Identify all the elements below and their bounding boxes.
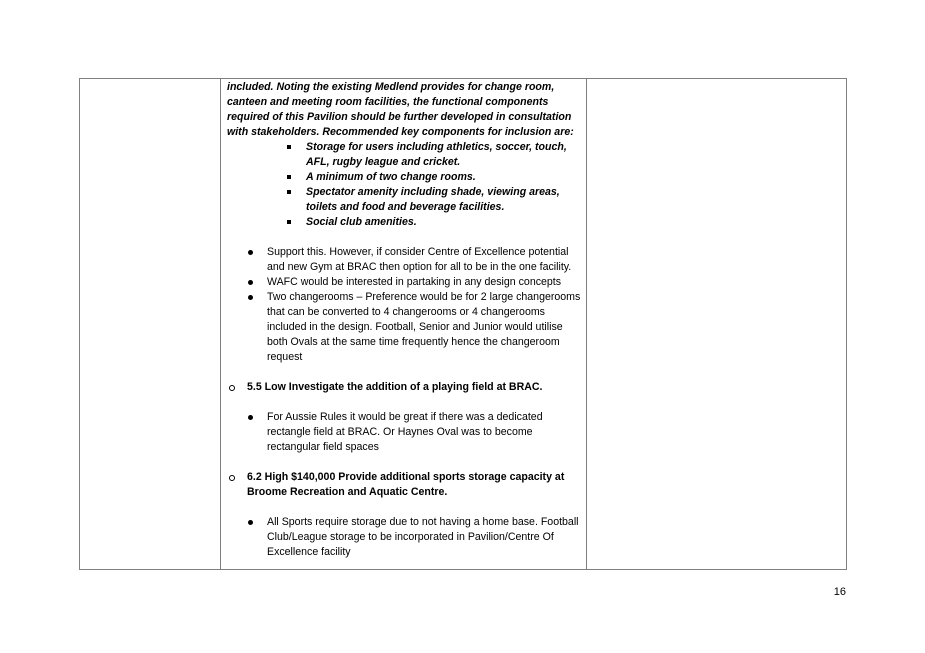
bullet-icon: [248, 250, 253, 255]
square-bullet-icon: [287, 220, 291, 224]
list-item: For Aussie Rules it would be great if there was a dedicated rectangle field at BRAC. Or Haynes Oval was to become rectangular field spaces: [227, 410, 586, 455]
document-table: [79, 78, 847, 570]
comments-list-playing-field: [227, 410, 586, 455]
hollow-bullet-icon: [229, 385, 235, 391]
comments-list-storage: [227, 515, 586, 560]
table-column-content: [221, 79, 587, 569]
recommendation-5-5: 5.5 Low Investigate the addition of a playing field at BRAC.: [227, 380, 586, 395]
table-column-right: [587, 79, 846, 569]
bullet-icon: [248, 520, 253, 525]
list-item: Two changerooms – Preference would be for 2 large changerooms that can be converted to 4 changerooms or 4 changerooms included in the design. Football, Senior and Junior would utilise both Ovals at the same time frequently hence the changeroom request: [227, 290, 586, 365]
bullet-icon: [248, 280, 253, 285]
comments-list-pavilion: [227, 245, 586, 365]
list-item: All Sports require storage due to not having a home base. Football Club/League storage to be incorporated in Pavilion/Centre Of Excellence facility: [227, 515, 586, 560]
bullet-icon: [248, 295, 253, 300]
bullet-icon: [248, 415, 253, 420]
square-bullet-icon: [287, 190, 291, 194]
list-item: A minimum of two change rooms.: [227, 170, 586, 185]
list-item: Social club amenities.: [227, 215, 586, 230]
recommendation-intro: included. Noting the existing Medlend provides for change room, canteen and meeting room facilities, the functional components required of this Pavilion should be further developed in consultation with stakeholders. Recommended key components for inclusion are:: [227, 81, 574, 138]
list-item: Spectator amenity including shade, viewing areas, toilets and food and beverage facilities.: [227, 185, 586, 215]
list-item: WAFC would be interested in partaking in any design concepts: [227, 275, 586, 290]
square-bullet-icon: [287, 175, 291, 179]
list-item: Storage for users including athletics, soccer, touch, AFL, rugby league and cricket.: [227, 140, 586, 170]
table-column-left: [80, 79, 221, 569]
page-number: 16: [833, 586, 846, 598]
list-item: Support this. However, if consider Centre of Excellence potential and new Gym at BRAC then option for all to be in the one facility.: [227, 245, 586, 275]
key-components-list: [227, 140, 586, 230]
hollow-bullet-icon: [229, 475, 235, 481]
recommendation-6-2: 6.2 High $140,000 Provide additional sports storage capacity at Broome Recreation and Aquatic Centre.: [227, 470, 586, 500]
square-bullet-icon: [287, 145, 291, 149]
